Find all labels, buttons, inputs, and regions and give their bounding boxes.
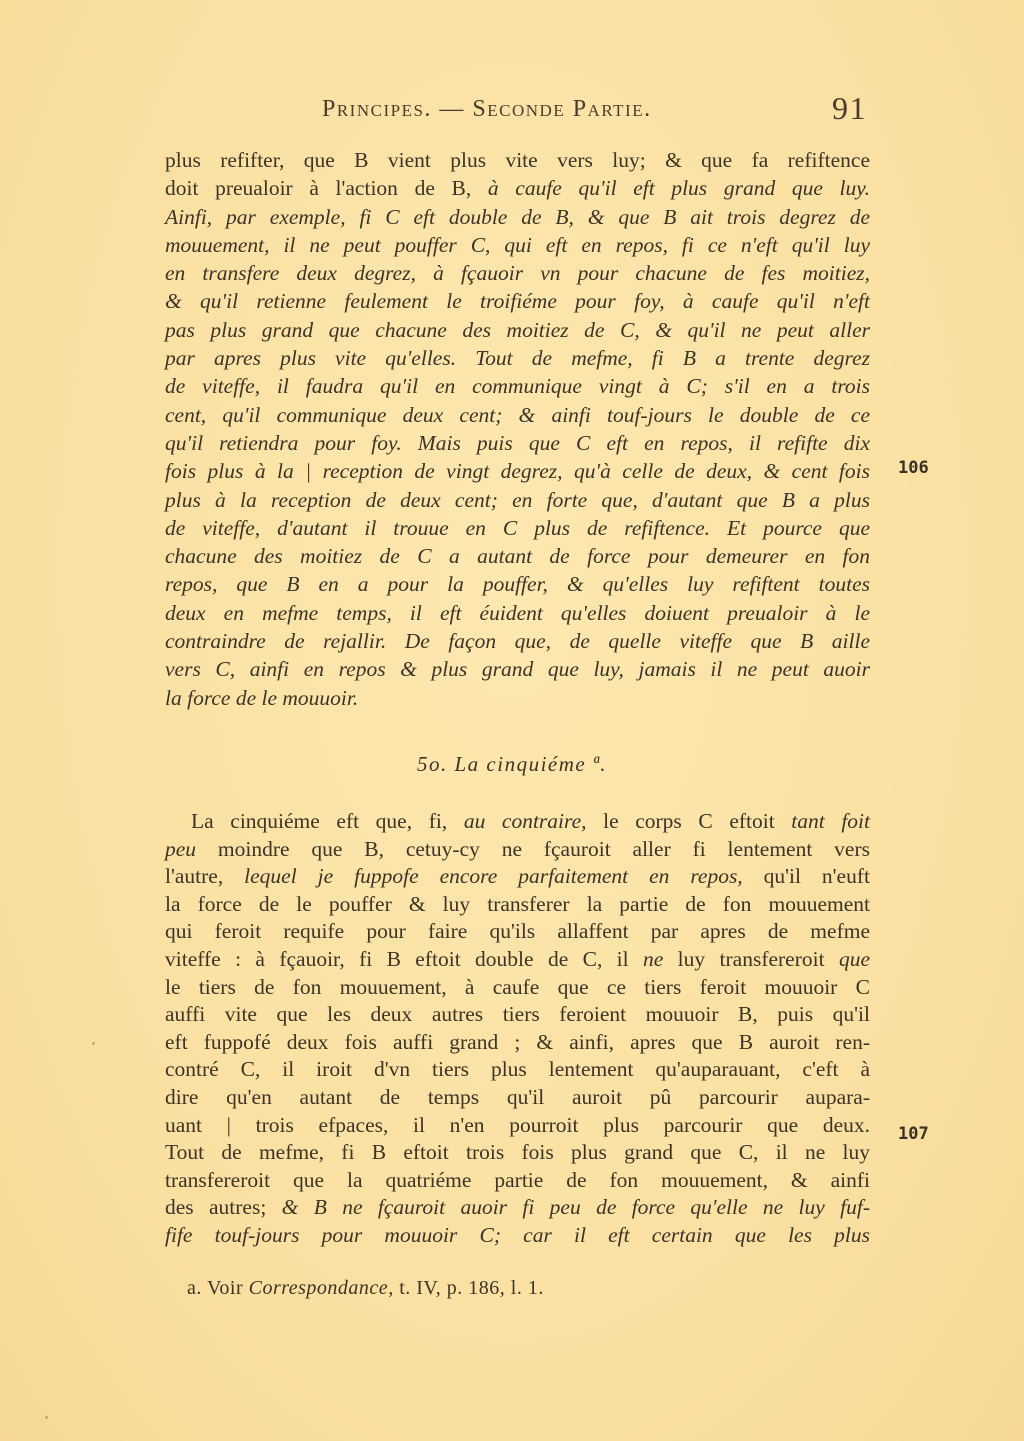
paper-speck (45, 1416, 48, 1419)
text-run: pas plus grand que chacune des moitiez de C, & qu'il ne peut aller (165, 317, 870, 342)
text-line (165, 1139, 870, 1167)
text-line (165, 891, 870, 919)
text-line (165, 486, 870, 514)
text-run: au contraire, (463, 809, 587, 833)
text-line (165, 974, 870, 1002)
text-line (165, 514, 870, 542)
text-line (165, 1222, 870, 1250)
text-line (165, 429, 870, 457)
text-run: de viteffe, d'autant il trouue en C plus de refiftence. Et pource que (165, 515, 870, 540)
text-run: par apres plus vite qu'elles. Tout de mefme, fi B a trente degrez (165, 346, 870, 371)
text-line (165, 918, 870, 946)
text-line (165, 863, 870, 891)
text-run: vers C, ainfi en repos & plus grand que luy, jamais il ne peut auoir (165, 657, 870, 682)
text-run: deux en mefme temps, il eft éuident qu'elles doiuent preualoir à le (165, 600, 870, 625)
main-paragraph (165, 808, 870, 1250)
text-line (165, 570, 870, 598)
text-line (165, 1194, 870, 1222)
text-line (165, 684, 870, 712)
text-run: eft fuppofé deux fois auffi grand ; & ainfi, apres que B auroit ren- (165, 1029, 870, 1054)
text-run: la force de le mouuoir. (165, 685, 359, 710)
text-line (165, 1112, 870, 1140)
running-head (322, 90, 867, 126)
text-line (165, 259, 870, 287)
text-run: fois plus à la | reception de vingt degrez, qu'à celle de deux, & cent fois (165, 459, 870, 484)
text-run: Tout de mefme, fi B eftoit trois fois plus grand que C, il ne luy (165, 1140, 870, 1165)
text-run: & qu'il retienne feulement le troifiéme pour foy, à caufe qu'il n'eft (165, 289, 870, 314)
text-run: plus à la reception de deux cent; en forte que, d'autant que B a plus (165, 487, 870, 512)
text-run: la force de le pouffer & luy transferer la partie de fon mouuement (165, 891, 870, 916)
text-line (165, 1084, 870, 1112)
text-line (165, 946, 870, 974)
text-line (165, 1029, 870, 1057)
text-run: plus refifter, que B vient plus vite vers luy; & que fa refiftence (165, 148, 870, 172)
text-run: l'autre, (165, 864, 245, 889)
text-run: de viteffe, il faudra qu'il en communique vingt à C; s'il en a trois (165, 374, 870, 399)
margin-line-number: 106 (898, 458, 929, 478)
text-line (165, 836, 870, 864)
text-line (165, 203, 870, 231)
text-run: mouuement, il ne peut pouffer C, qui eft en repos, fi ce n'eft qu'il luy (165, 232, 870, 257)
text-run: tant foit (791, 809, 871, 833)
text-run: doit preualoir à l'action de B, (165, 176, 488, 201)
text-line (165, 372, 870, 400)
text-run: peu (165, 836, 197, 861)
text-line (165, 231, 870, 259)
text-line (165, 1056, 870, 1084)
text-line (165, 316, 870, 344)
text-run: chacune des moitiez de C a autant de force pour demeurer en fon (165, 544, 870, 569)
text-run: à caufe qu'il eft plus grand que luy. (487, 176, 870, 201)
text-run: contré C, il iroit d'vn tiers plus lentement qu'auparauant, c'eft à (165, 1057, 870, 1082)
text-run: le corps C eftoit (586, 809, 792, 833)
text-line (165, 146, 870, 174)
text-run: transfereroit que la quatriéme partie de fon mouuement, & ainfi (165, 1167, 870, 1192)
running-head-title: Principes. — Seconde Partie. (322, 96, 652, 122)
text-run: t. IV, p. 186, l. 1. (393, 1277, 544, 1299)
text-line (165, 808, 870, 836)
text-run: le tiers de fon mouuement, à caufe que ce tiers feroit mouuoir C (165, 974, 870, 999)
text-run: qu'il n'euft (742, 864, 870, 889)
text-run: fife touf-jours pour mouuoir C; car il eft certain que les plus (165, 1222, 870, 1247)
margin-line-number: 107 (898, 1124, 929, 1144)
footnote (187, 1277, 544, 1300)
text-run: en transfere deux degrez, à fçauoir vn pour chacune de fes moitiez, (165, 261, 870, 286)
text-line (165, 401, 870, 429)
text-run: moindre que B, cetuy-cy ne fçauroit aller fi lentement vers (196, 836, 870, 861)
text-run: luy transfereroit (663, 946, 839, 971)
text-run: Ainfi, par exemple, fi C eft double de B, & que B ait trois degrez de (165, 204, 870, 229)
text-run: uant | trois efpaces, il n'en pourroit plus parcourir que deux. (165, 1112, 870, 1137)
page-number: 91 (832, 90, 867, 126)
text-line (165, 655, 870, 683)
text-line (165, 174, 870, 202)
text-line (165, 542, 870, 570)
text-line (165, 1001, 870, 1029)
text-run: dire qu'en autant de temps qu'il auroit pû parcourir aupara- (165, 1084, 870, 1109)
paper-speck (92, 1042, 95, 1045)
text-line (165, 1167, 870, 1195)
text-run: lequel je fuppofe encore parfaitement en repos, (244, 864, 743, 889)
text-line (165, 599, 870, 627)
text-run: que (838, 946, 870, 971)
text-run: repos, que B en a pour la pouffer, & qu'elles luy refiftent toutes (165, 572, 870, 597)
text-line (165, 457, 870, 485)
text-line (165, 344, 870, 372)
text-run: La cinquiéme eft que, fi, (191, 809, 464, 833)
text-run: des autres; (165, 1195, 282, 1220)
text-run: auffi vite que les deux autres tiers feroient mouuoir B, puis qu'il (165, 1002, 870, 1027)
text-line (165, 287, 870, 315)
text-run: viteffe : à fçauoir, fi B eftoit double de C, il (165, 946, 644, 971)
top-paragraph (165, 146, 870, 712)
text-run: & B ne fçauroit auoir fi peu de force qu'elle ne luy fuf- (281, 1195, 870, 1220)
text-run: Correspondance, (248, 1277, 394, 1299)
section-heading: 5o. La cinquiéme ª. (416, 752, 608, 776)
text-run: ne (643, 946, 664, 971)
text-run: qu'il retiendra pour foy. Mais puis que C eft en repos, il refifte dix (165, 430, 870, 455)
text-run: qui feroit requife pour faire qu'ils allaffent par apres de mefme (165, 919, 870, 944)
text-run: a. Voir (187, 1277, 249, 1299)
text-run: cent, qu'il communique deux cent; & ainfi touf-jours le double de ce (165, 402, 870, 427)
text-run: contraindre de rejallir. De façon que, de quelle viteffe que B aille (165, 629, 870, 654)
text-line (165, 627, 870, 655)
